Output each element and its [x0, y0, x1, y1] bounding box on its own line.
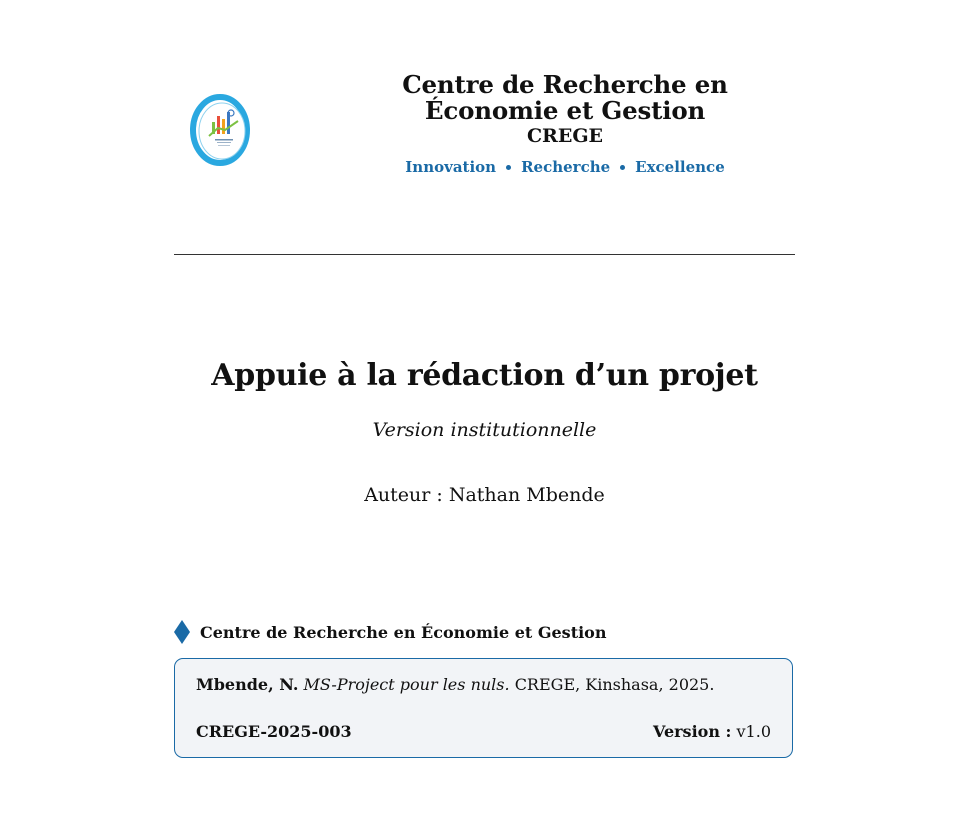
- motto-item-recherche: Recherche: [521, 158, 611, 176]
- citation-work: MS-Project pour les nuls.: [303, 675, 510, 694]
- logo-icon: [188, 94, 252, 166]
- crege-logo: [188, 94, 252, 166]
- citation-box: [174, 658, 793, 758]
- bullet-icon: [620, 165, 625, 170]
- reference-code: CREGE-2025-003: [196, 722, 352, 741]
- citation-publisher: CREGE, Kinshasa, 2025.: [514, 675, 715, 694]
- citation-line: [196, 675, 771, 694]
- citation-meta: [196, 722, 771, 741]
- org-acronym: CREGE: [526, 125, 604, 147]
- version-info: [653, 722, 771, 741]
- document-title: Appuie à la rédaction d’un projet: [211, 358, 758, 393]
- version-label: Version :: [653, 722, 732, 741]
- org-name-line2: Économie et Gestion: [424, 96, 706, 125]
- document-subtitle: Version institutionnelle: [372, 419, 597, 441]
- header-divider: [174, 254, 795, 255]
- org-name-line1: Centre de Recherche en: [402, 70, 728, 99]
- bullet-icon: [506, 165, 511, 170]
- footer-org-label: Centre de Recherche en Économie et Gestion: [200, 622, 607, 642]
- motto: [380, 158, 750, 176]
- citation-author: Mbende, N.: [196, 675, 299, 694]
- header: [380, 72, 750, 176]
- document-author: Auteur : Nathan Mbende: [364, 484, 605, 506]
- motto-item-excellence: Excellence: [635, 158, 725, 176]
- version-value: v1.0: [736, 722, 771, 741]
- footer-org: [174, 620, 606, 644]
- motto-item-innovation: Innovation: [405, 158, 497, 176]
- diamond-icon: [174, 620, 190, 644]
